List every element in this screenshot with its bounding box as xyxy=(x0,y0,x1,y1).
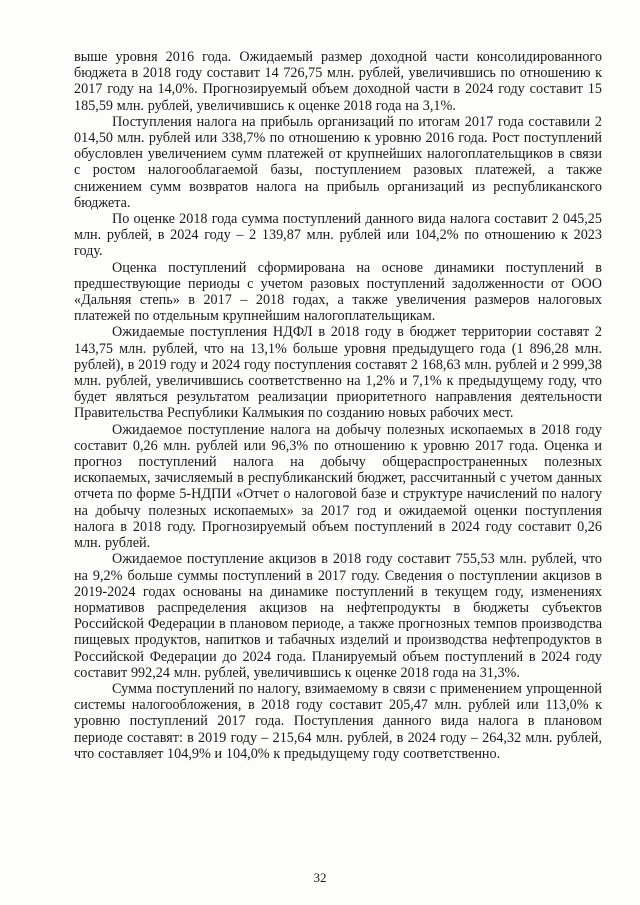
page-number: 32 xyxy=(313,870,327,885)
paragraph-simplified-tax: Сумма поступлений по налогу, взимаемому в связи с применением упрощенной системы налогообложения, в 2018 году составит 205,47 млн. рублей или 113,0% к уровню поступлений 2017 года. Поступления данного вида налога в плановом периоде составят: в 2019 году – 215,64 млн. рублей, в 2024 году – 264,32 млн. рублей, что составляет 104,9% и 104,0% к предыдущему году соответственно. xyxy=(74,680,602,762)
paragraph-budget-continuation: выше уровня 2016 года. Ожидаемый размер доходной части консолидированного бюджета в 2018 году составит 14 726,75 млн. рублей, увеличившись по отношению к 2017 году на 14,0%. Прогнозируемый объем доходной части в 2024 году составит 15 185,59 млн. рублей, увеличившись к оценке 2018 года на 3,1%. xyxy=(74,49,602,114)
paragraph-profit-tax: Поступления налога на прибыль организаций по итогам 2017 года составили 2 014,50 млн. рублей или 338,7% по отношению к уровню 2016 года. Рост поступлений обусловлен увеличением сумм платежей от крупнейших налогоплательщиков в связи с ростом налогооблагаемой базы, поступлением разовых платежей, а также снижением сумм возвратов налога на прибыль организаций из республиканского бюджета. xyxy=(74,113,602,211)
paragraph-profit-tax-basis: Оценка поступлений сформирована на основе динамики поступлений в предшествующие периоды с учетом разовых поступлений задолженности от ООО «Дальняя степь» в 2017 – 2018 годах, а также увеличения размеров налоговых платежей по отдельным крупнейшим налогоплательщикам. xyxy=(74,259,602,325)
paragraph-excise: Ожидаемое поступление акцизов в 2018 году составит 755,53 млн. рублей, что на 9,2% больше суммы поступлений в 2017 году. Сведения о поступлении акцизов в 2019-2024 годах основаны на динамике поступлений в текущем году, изменениях нормативов распределения акцизов на нефтепродукты в бюджеты субъектов Российской Федерации в плановом периоде, а также прогнозных темпов производства пищевых продуктов, напитков и табачных изделий и производства нефтепродуктов в Российской Федерации до 2024 года. Планируемый объем поступлений в 2024 году составит 992,24 млн. рублей, увеличившись к оценке 2018 года на 31,3%. xyxy=(74,551,602,681)
paragraph-ndfl: Ожидаемые поступления НДФЛ в 2018 году в бюджет территории составят 2 143,75 млн. рублей, что на 13,1% больше уровня предыдущего года (1 896,28 млн. рублей), в 2019 году и 2024 году поступления составят 2 168,63 млн. рублей и 2 999,38 млн. рублей, увеличившись соответственно на 1,2% и 7,1% к предыдущему году, что будет являться результатом реализации приоритетного направления деятельности Правительства Республики Калмыкия по созданию новых рабочих мест. xyxy=(74,324,602,422)
document-body xyxy=(74,49,602,762)
paragraph-profit-tax-forecast: По оценке 2018 года сумма поступлений данного вида налога составит 2 045,25 млн. рублей, в 2024 году – 2 139,87 млн. рублей или 104,2% по отношению к 2023 году. xyxy=(74,211,602,260)
paragraph-mineral-extraction-tax: Ожидаемое поступление налога на добычу полезных ископаемых в 2018 году составит 0,26 млн. рублей или 96,3% по отношению к уровню 2017 года. Оценка и прогноз поступлений налога на добычу общераспространенных полезных ископаемых, зачисляемый в республиканский бюджет, рассчитанный с учетом данных отчета по форме 5-НДПИ «Отчет о налоговой базе и структуре начислений по налогу на добычу полезных ископаемых» за 2017 год и ожидаемой оценки поступления налога в 2018 году. Прогнозируемый объем поступлений в 2024 году составит 0,26 млн. рублей. xyxy=(74,421,602,552)
